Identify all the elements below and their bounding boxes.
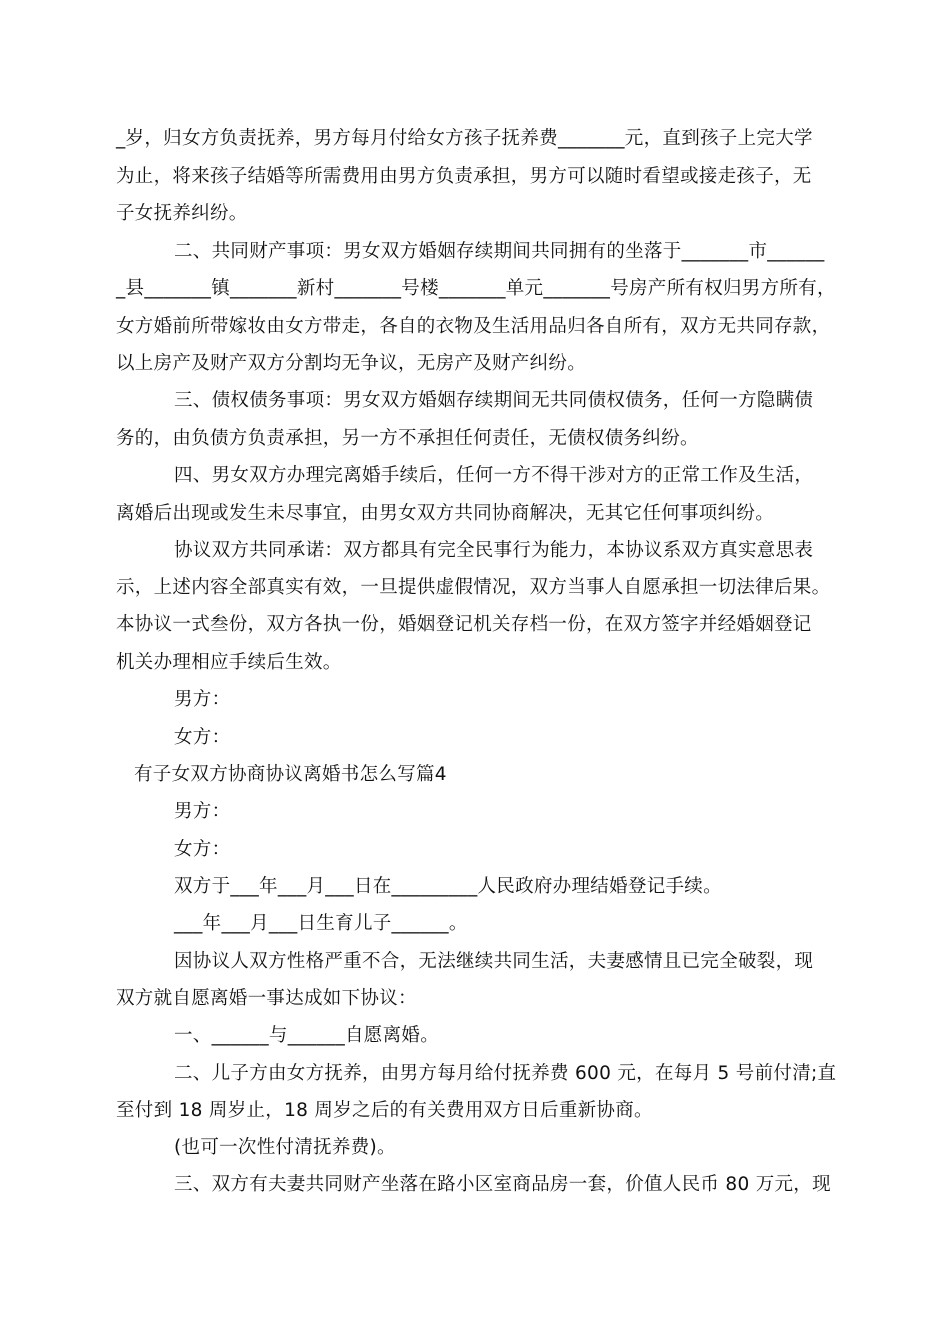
text-line: 机关办理相应手续后生效。	[116, 652, 342, 673]
section-heading: 有子女双方协商协议离婚书怎么写篇4	[134, 764, 447, 785]
text-line: ___年___月___日生育儿子______。	[174, 913, 468, 934]
signature-label-female: 女方：	[174, 727, 231, 748]
text-line: 离婚后出现或发生未尽事宜，由男女双方共同协商解决，无其它任何事项纠纷。	[116, 503, 775, 524]
text-line: 本协议一式叁份，双方各执一份，婚姻登记机关存档一份，在双方签字并经婚姻登记	[116, 614, 812, 635]
text-line: 双方就自愿离婚一事达成如下协议：	[116, 988, 417, 1009]
text-line: 务的，由负债方负责承担，另一方不承担任何责任，无债权债务纠纷。	[116, 428, 699, 449]
text-line: 示，上述内容全部真实有效，一旦提供虚假情况，双方当事人自愿承担一切法律后果。	[116, 577, 831, 598]
text-line: 三、债权债务事项：男女双方婚姻存续期间无共同债权债务，任何一方隐瞒债	[174, 390, 814, 411]
text-line: 三、双方有夫妻共同财产坐落在路小区室商品房一套，价值人民币 80 万元，现	[174, 1174, 831, 1195]
text-line: 协议双方共同承诺：双方都具有完全民事行为能力，本协议系双方真实意思表	[174, 540, 814, 561]
text-line: 二、共同财产事项：男女双方婚姻存续期间共同拥有的坐落于_______市______	[174, 241, 825, 262]
party-label-male: 男方：	[174, 801, 231, 822]
text-line: 至付到 18 周岁止，18 周岁之后的有关费用双方日后重新协商。	[116, 1100, 653, 1121]
text-line: 四、男女双方办理完离婚手续后，任何一方不得干涉对方的正常工作及生活，	[174, 465, 814, 486]
text-line: 为止，将来孩子结婚等所需费用由男方负责承担，男方可以随时看望或接走孩子，无	[116, 166, 812, 187]
text-line: 子女抚养纠纷。	[116, 203, 248, 224]
text-line: 二、儿子方由女方抚养，由男方每月给付抚养费 600 元，在每月 5 号前付清;直	[174, 1063, 837, 1084]
text-line: 女方婚前所带嫁妆由女方带走，各自的衣物及生活用品归各自所有，双方无共同存款，	[116, 316, 831, 337]
text-line: 一、______与______自愿离婚。	[174, 1025, 440, 1046]
text-line: 以上房产及财产双方分割均无争议，无房产及财产纠纷。	[116, 353, 587, 374]
text-line: (也可一次性付清抚养费)。	[174, 1137, 396, 1158]
party-label-female: 女方：	[174, 839, 231, 860]
text-line: 因协议人双方性格严重不合，无法继续共同生活，夫妻感情且已完全破裂，现	[174, 951, 814, 972]
text-line: _县_______镇_______新村_______号楼_______单元_______号房产所有权归男方所有，	[116, 278, 836, 299]
text-line: _岁，归女方负责抚养，男方每月付给女方孩子抚养费_______元，直到孩子上完大学	[116, 128, 813, 149]
text-line: 双方于___年___月___日在_________人民政府办理结婚登记手续。	[174, 876, 722, 897]
signature-label-male: 男方：	[174, 689, 231, 710]
